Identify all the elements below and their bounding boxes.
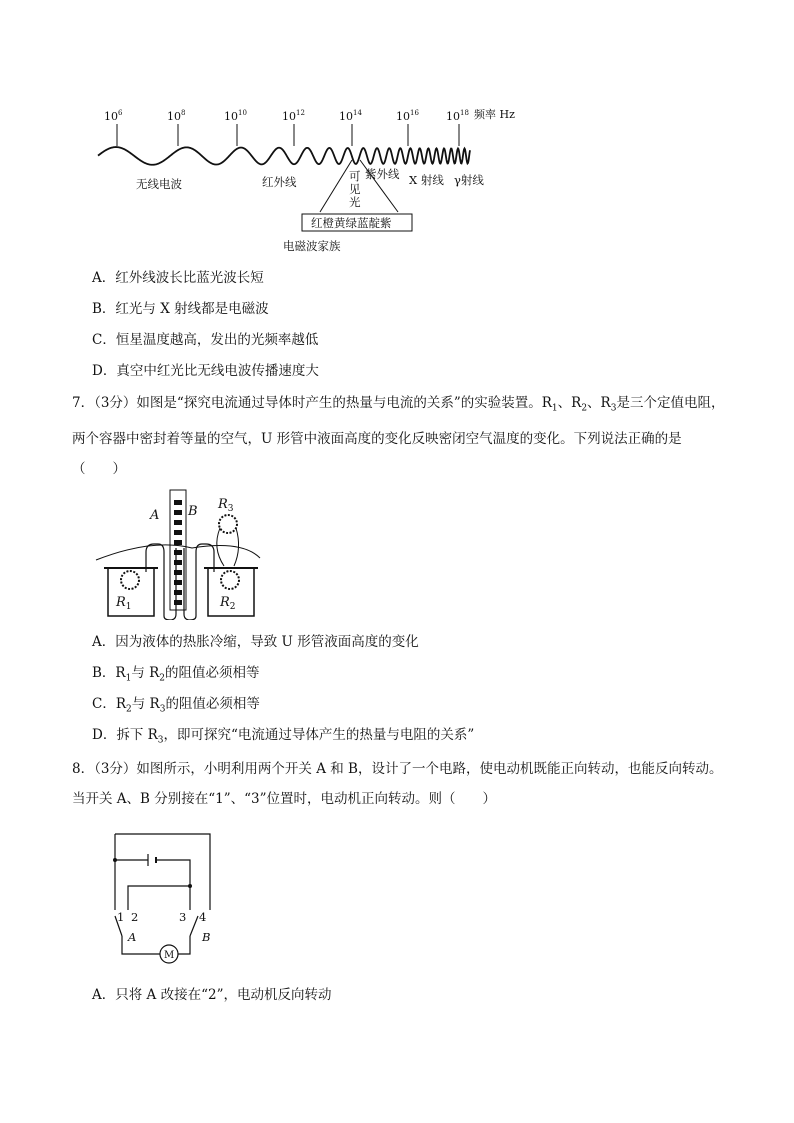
scale-stripe [174, 560, 182, 565]
q7-stem: 7．（3分）如图是“探究电流通过导体时产生的热量与电流的关系”的实验装置。$R_1$、$R_2$、$R_3$是三个定值电阻，两个容器中密封着等量的空气，U 形管中液面高度的变化反映密闭空气温度的变化。下列说法正确的是（ ） [72, 395, 725, 477]
freq-tick-1e16: $10^{16}$ [396, 109, 419, 123]
q7-apparatus-figure [92, 488, 272, 620]
em-wave-curve [98, 147, 470, 165]
freq-tick-1e6: $10^6$ [104, 109, 123, 123]
scale-stripe [174, 570, 182, 575]
terminal-3: 3 [179, 910, 187, 924]
wire-to-motor-right [178, 936, 190, 954]
scale-stripe [174, 540, 182, 545]
scale-stripe [174, 580, 182, 585]
label-r2: $R_2$ [220, 595, 236, 612]
label-r3: $R_3$ [218, 497, 234, 514]
scale-stripe [174, 500, 182, 505]
motor-label: M [164, 950, 175, 961]
q6-option-d: D．真空中红光比无线电波传播速度大 [92, 363, 319, 379]
tube-label-b: B [188, 504, 198, 519]
em-family-caption: 电磁波家族 [283, 239, 341, 253]
band-label-visible-1: 可 [349, 169, 361, 183]
scale-stripe [174, 530, 182, 535]
terminal-4: 4 [199, 910, 207, 924]
q7-option-c: C．$R_2$与 $R_3$的阻值必须相等 [92, 696, 260, 715]
switch-b-blade [190, 916, 198, 936]
band-label-visible-3: 光 [349, 195, 361, 209]
freq-tick-1e8: $10^8$ [167, 109, 186, 123]
terminal-1: 1 [117, 910, 125, 924]
band-label-radio: 无线电波 [136, 177, 182, 191]
freq-axis-label: 频率 Hz [474, 108, 515, 121]
switch-a-label: A [128, 930, 137, 944]
terminal-2: 2 [131, 910, 139, 924]
scale-stripe [174, 510, 182, 515]
q7-option-b: B．$R_1$与 $R_2$的阻值必须相等 [92, 665, 260, 684]
freq-tick-1e18: $10^{18}$ [446, 109, 469, 123]
wire-top [115, 834, 210, 910]
scale-stripe [174, 590, 182, 595]
tube-label-a: A [150, 508, 160, 523]
q8-stem: 8．（3分）如图所示，小明利用两个开关 A 和 B，设计了一个电路，使电动机既能正向转动，也能反向转动。当开关 A、B 分别接在“1”、“3”位置时，电动机正向转动。则（ ） [72, 761, 723, 807]
q8-option-a: A．只将 A 改接在“2”，电动机反向转动 [92, 987, 332, 1003]
band-label-infrared: 红外线 [262, 175, 297, 189]
em-spectrum-figure [90, 100, 540, 260]
q7-option-d: D．拆下 $R_3$，即可探究“电流通过导体产生的热量与电阻的关系” [92, 727, 475, 746]
band-label-uv: 紫外线 [365, 167, 400, 181]
wire-inner [128, 886, 190, 910]
visible-colors-label: 红橙黄绿蓝靛紫 [311, 216, 392, 230]
scale-stripe [174, 600, 182, 605]
resistor-r1-coil [121, 571, 139, 589]
q7-option-a: A．因为液体的热胀冷缩，导致 U 形管液面高度的变化 [92, 634, 419, 650]
resistor-r3-coil [219, 515, 237, 533]
band-label-gamma: γ射线 [454, 173, 484, 187]
q6-option-b: B．红光与 X 射线都是电磁波 [92, 301, 269, 317]
freq-tick-1e14: $10^{14}$ [339, 109, 362, 123]
band-label-xray: X 射线 [409, 173, 444, 187]
freq-tick-1e10: $10^{10}$ [224, 109, 247, 123]
wire-battery [115, 860, 190, 910]
scale-stripe [174, 550, 182, 555]
label-r1: $R_1$ [116, 595, 132, 612]
band-label-visible-2: 见 [349, 182, 361, 196]
u-tube-right [184, 544, 214, 620]
switch-b-label: B [202, 930, 211, 944]
q6-option-a: A．红外线波长比蓝光波长短 [92, 270, 264, 286]
resistor-r2-coil [221, 571, 239, 589]
q8-circuit-figure [104, 828, 220, 970]
freq-tick-marks [117, 124, 459, 146]
q6-option-c: C．恒星温度越高，发出的光频率越低 [92, 332, 319, 348]
scale-stripe [174, 520, 182, 525]
freq-tick-1e12: $10^{12}$ [282, 109, 305, 123]
